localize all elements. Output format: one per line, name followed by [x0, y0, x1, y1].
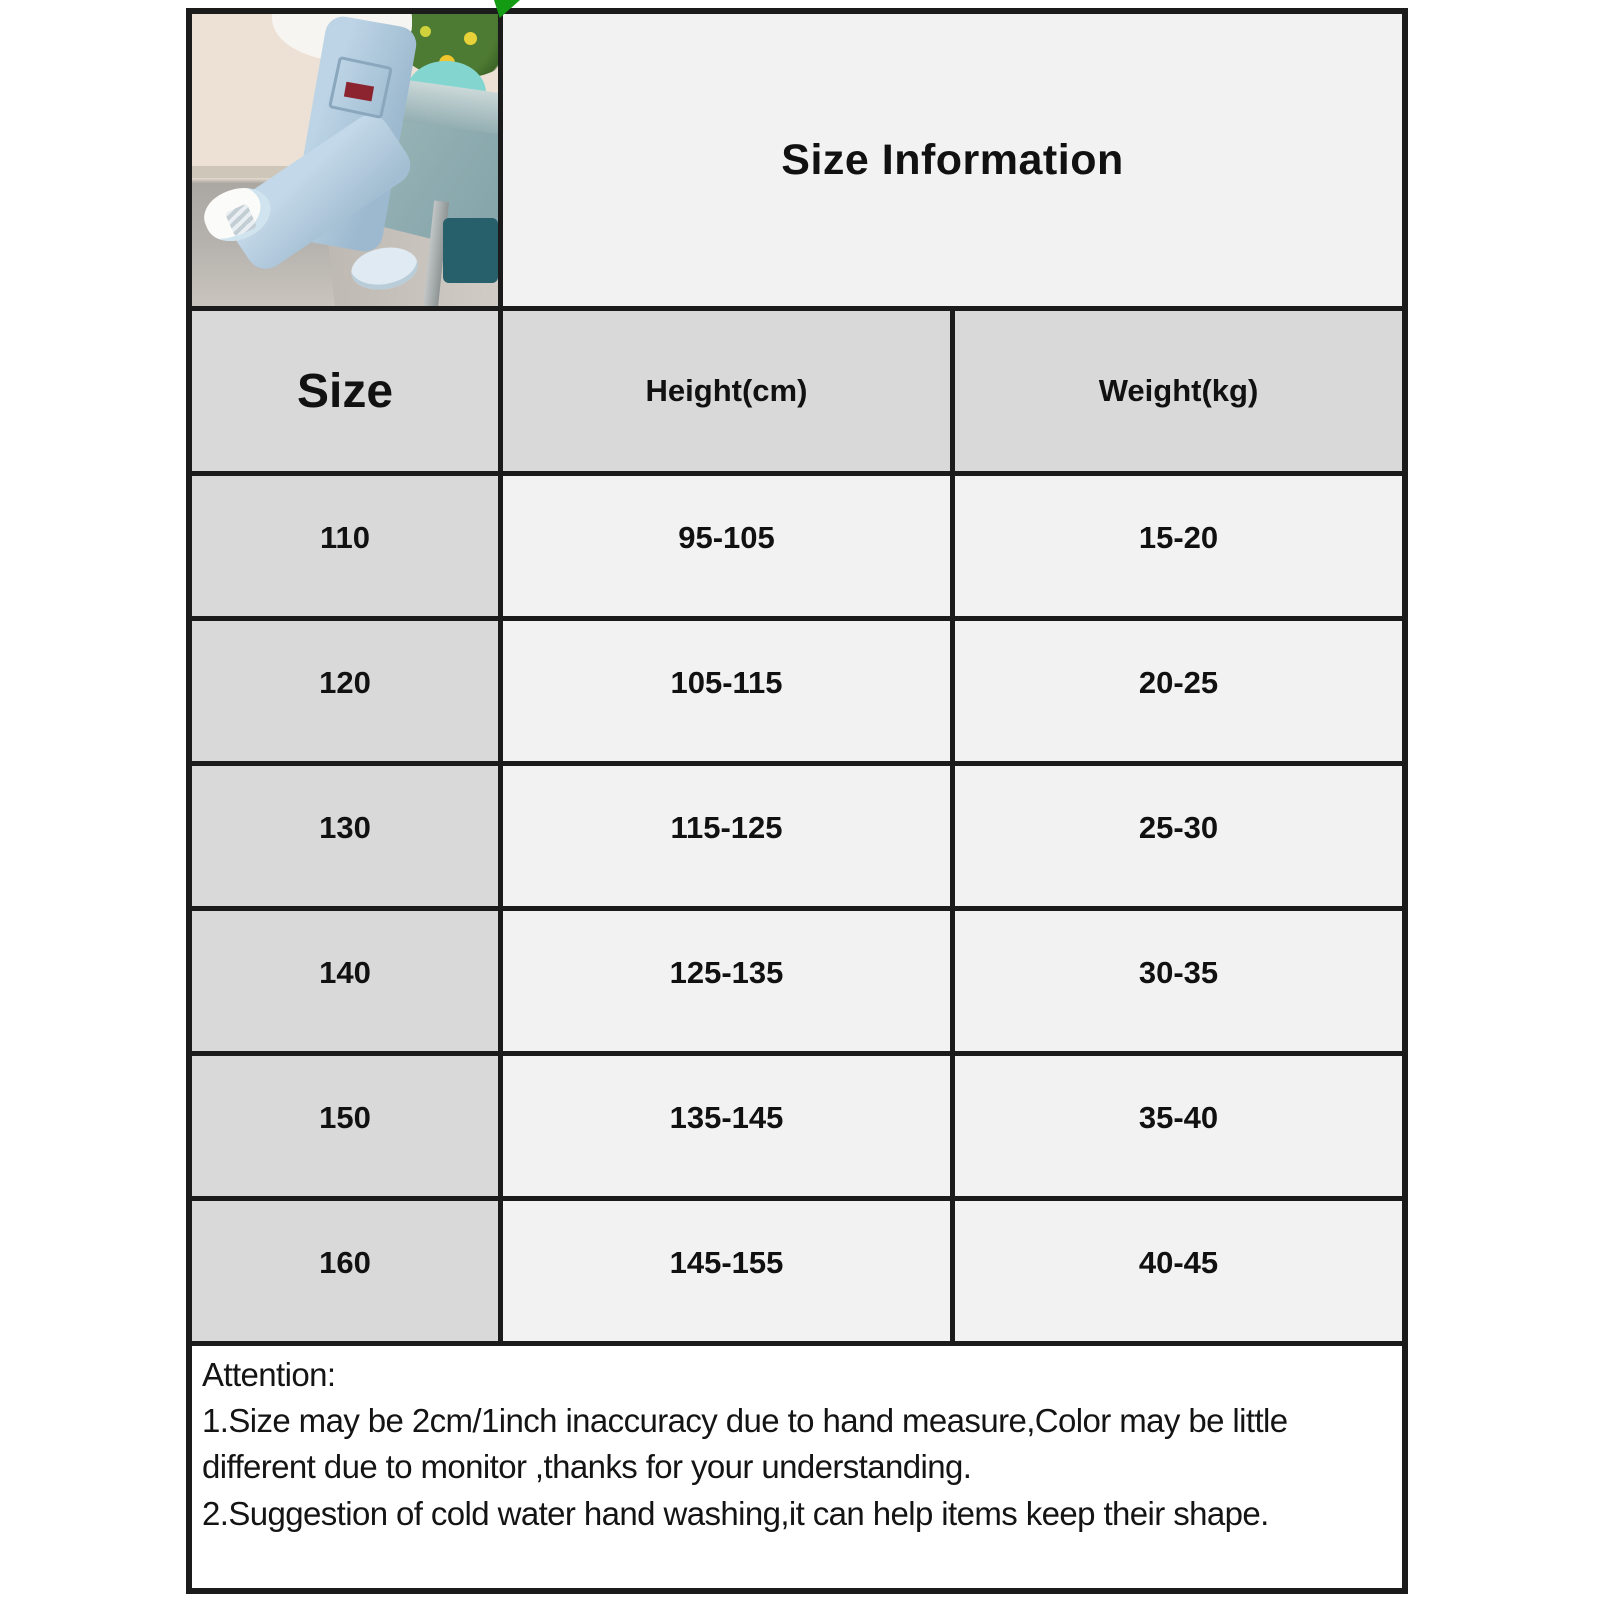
weight-cell: 20-25 — [955, 621, 1402, 761]
attention-note-1: 1.Size may be 2cm/1inch inaccuracy due to hand measure,Color may be little different due to monitor ,thanks for your understanding. — [202, 1402, 1288, 1486]
photo-plant-fruit — [464, 32, 477, 45]
attention-heading: Attention: — [202, 1356, 336, 1393]
size-cell: 110 — [192, 476, 498, 616]
height-cell: 135-145 — [503, 1056, 950, 1196]
height-cell: 105-115 — [503, 621, 950, 761]
height-cell: 95-105 — [503, 476, 950, 616]
attention-note-2: 2.Suggestion of cold water hand washing,it can help items keep their shape. — [202, 1494, 1269, 1532]
column-header-weight: Weight(kg) — [955, 311, 1402, 471]
weight-cell: 35-40 — [955, 1056, 1402, 1196]
attention-section — [192, 1346, 1402, 1588]
weight-cell: 40-45 — [955, 1201, 1402, 1341]
weight-cell: 25-30 — [955, 766, 1402, 906]
size-cell: 160 — [192, 1201, 498, 1341]
size-cell: 130 — [192, 766, 498, 906]
height-cell: 125-135 — [503, 911, 950, 1051]
size-cell: 140 — [192, 911, 498, 1051]
weight-cell: 15-20 — [955, 476, 1402, 616]
photo-plant-fruit — [420, 26, 431, 37]
product-photo — [192, 14, 498, 306]
page-title: Size Information — [503, 14, 1402, 306]
height-cell: 115-125 — [503, 766, 950, 906]
height-cell: 145-155 — [503, 1201, 950, 1341]
column-header-size: Size — [192, 311, 498, 471]
photo-stool-cushion — [443, 218, 498, 282]
column-header-height: Height(cm) — [503, 311, 950, 471]
weight-cell: 30-35 — [955, 911, 1402, 1051]
size-cell: 120 — [192, 621, 498, 761]
size-cell: 150 — [192, 1056, 498, 1196]
size-chart-table — [186, 8, 1408, 1594]
